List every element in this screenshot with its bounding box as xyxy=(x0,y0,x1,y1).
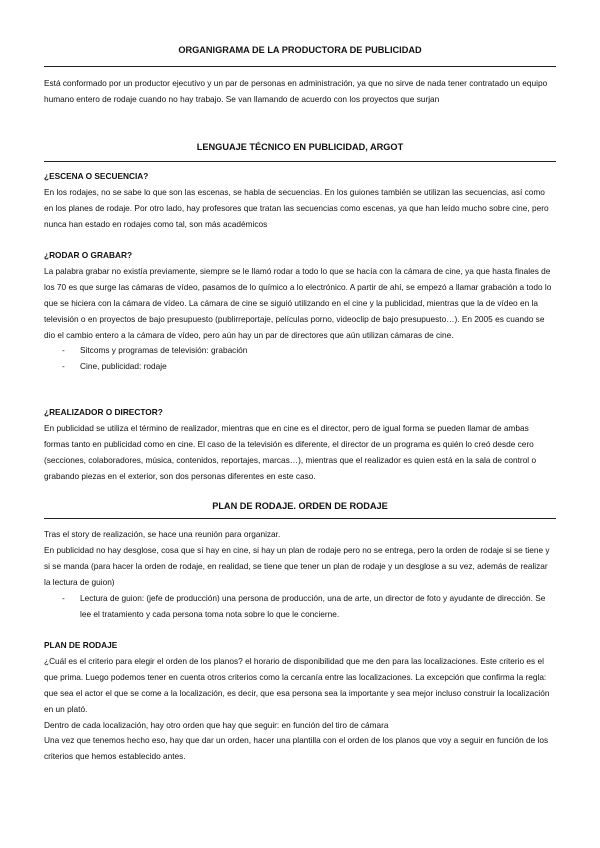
realizador-block xyxy=(44,405,556,485)
rodar-heading: ¿RODAR O GRABAR? xyxy=(44,250,133,260)
organigrama-paragraph: Está conformado por un productor ejecutivo y un par de personas en administración, ya que no sirve de nada tener contratado un equipo humano entero de rodaje cuando no hay trabajo. Se van llamando de acuerdo con los proyectos que surjan xyxy=(44,78,548,104)
title-underline xyxy=(44,161,556,162)
list-item: - Sitcoms y programas de televisión: grabación xyxy=(62,345,248,356)
rodar-list xyxy=(44,343,556,375)
plan-orden-list xyxy=(44,591,556,623)
escena-block xyxy=(44,169,556,233)
section-title-plan-rodaje: PLAN DE RODAJE. ORDEN DE RODAJE xyxy=(212,501,388,511)
plan-orden-block xyxy=(44,527,556,622)
plan-rodaje-paragraph-2: Dentro de cada localización, hay otro orden que hay que seguir: en función del tiro de cámara xyxy=(44,719,389,730)
title-underline xyxy=(44,518,556,519)
realizador-paragraph: En publicidad se utiliza el término de realizador, mientras que en cine es el director, pero de igual forma se pueden llamar de ambas formas tanto en publicidad como en cine. El caso de la televisión es diferente, el director de un programa es quién lo creó desde cero (secciones, colaboradores, música, contenidos, reportajes, marcas…), mientras que el realizador es quien está en la sala de control o grabando piezas en el exterior, son dos personas diferentes en este caso. xyxy=(44,422,537,481)
section-title-lenguaje: LENGUAJE TÉCNICO EN PUBLICIDAD, ARGOT xyxy=(196,142,404,152)
plan-orden-paragraph-1: Tras el story de realización, se hace una reunión para organizar. xyxy=(44,529,281,539)
plan-rodaje-heading: PLAN DE RODAJE xyxy=(44,640,118,650)
rodar-paragraph: La palabra grabar no existía previamente, siempre se le llamó rodar a todo lo que se hacía con la cámara de cine, ya que hasta finales de los 70 es que surge las cámaras de vídeo, pasamos de lo químico a lo electrónico. A partir de ahí, se empezó a llamar grabación a todo lo que se hiciera con la cámara de vídeo. La cámara de cine se siguió utilizando en el cine y la publicidad, mientras que la de vídeo en la televisión o en proyectos de bajo presupuesto (publirreportaje, películas porno, videoclip de bajo presupuesto…). En 2005 es cuando se dio el cambio entero a la cámara de vídeo, pero aún hay un par de directores que aún utilizan cámaras de cine. xyxy=(44,265,552,340)
title-underline xyxy=(44,66,556,67)
list-item: - Cine, publicidad: rodaje xyxy=(62,361,167,372)
plan-rodaje-paragraph-3: Una vez que tenemos hecho eso, hay que dar un orden, hacer una plantilla con el orden de los planos que voy a seguir en función de los criterios que hemos establecido antes. xyxy=(44,735,549,762)
escena-paragraph: En los rodajes, no se sabe lo que son las escenas, se habla de secuencias. En los guiones también se utilizan las secuencias, así como en los planes de rodaje. Por otro lado, hay profesores que tratan las secuencias como escenas, ya que han leído mucho sobre cine, pero nunca han estado en rodajes como tal, son más académicos xyxy=(44,186,549,229)
realizador-heading: ¿REALIZADOR O DIRECTOR? xyxy=(44,407,163,417)
section-title-organigrama: ORGANIGRAMA DE LA PRODUCTORA DE PUBLICIDAD xyxy=(178,45,422,55)
plan-orden-paragraph-2: En publicidad no hay desglose, cosa que sí hay en cine, si hay un plan de rodaje pero no se entrega, pero la orden de rodaje si se tiene y si se manda (para hacer la orden de rodaje, en realidad, se tiene que tener un plan de rodaje y un desglose a su vez, además de realizar la lectura de guion) xyxy=(44,544,550,587)
list-item: - Lectura de guion: (jefe de producción) una persona de producción, una de arte, un director de foto y ayudante de dirección. Se lee el tratamiento y cada persona toma nota sobre lo que le concierne. xyxy=(62,592,546,619)
plan-rodaje-block xyxy=(44,638,556,765)
rodar-block xyxy=(44,248,556,375)
escena-heading: ¿ESCENA O SECUENCIA? xyxy=(44,171,149,181)
plan-rodaje-paragraph-1: ¿Cuál es el criterio para elegir el orden de los planos? el horario de disponibilidad que me den para las localizaciones. Este criterio es el que prima. Luego podemos tener en cuenta otros criterios como la cercanía entre las localizaciones. La excepción que confirma la regla: que sea el actor el que se come a la localización, es decir, que esa persona sea la importante y sea mejor incluso construir la localización en un plató. xyxy=(44,655,550,714)
